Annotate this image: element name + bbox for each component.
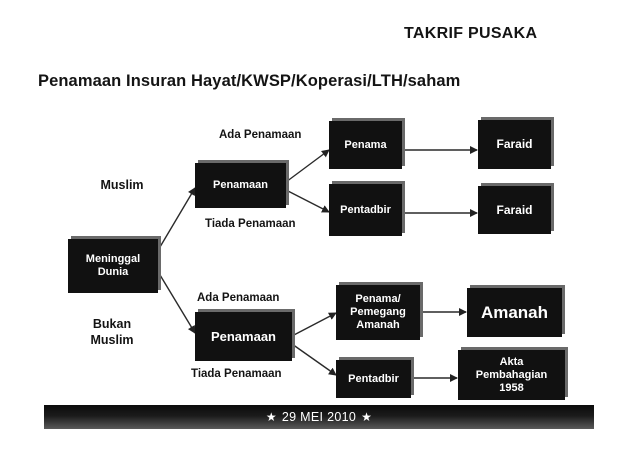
page-title: TAKRIF PUSAKA bbox=[404, 25, 538, 42]
footer-bar bbox=[44, 405, 594, 429]
label-muslim: Muslim bbox=[100, 178, 144, 192]
label-ada-penamaan-nonmuslim: Ada Penamaan bbox=[197, 292, 280, 304]
node-penama-pemegang-amanah: Penama/ Pemegang Amanah bbox=[336, 285, 420, 340]
node-muslim-penama: Penama bbox=[329, 121, 402, 169]
node-faraid-1: Faraid bbox=[478, 120, 551, 169]
node-muslim-penamaan: Penamaan bbox=[195, 163, 286, 208]
label-ada-penamaan-muslim: Ada Penamaan bbox=[219, 129, 302, 141]
label-tiada-penamaan-muslim: Tiada Penamaan bbox=[205, 218, 296, 230]
connector-meninggal-to-nonmuslim-penamaan bbox=[157, 270, 195, 333]
page-subtitle: Penamaan Insuran Hayat/KWSP/Koperasi/LTH/saham bbox=[38, 72, 461, 90]
node-faraid-2: Faraid bbox=[478, 186, 551, 234]
connector-penamaan-to-penama bbox=[286, 150, 329, 182]
connector-nonmuslim-penamaan-to-pentadbir bbox=[292, 344, 336, 375]
node-akta-pembahagian: Akta Pembahagian 1958 bbox=[458, 350, 565, 400]
connector-meninggal-to-muslim-penamaan bbox=[157, 188, 195, 252]
node-nonmuslim-pentadbir: Pentadbir bbox=[336, 360, 411, 398]
node-meninggal-dunia: Meninggal Dunia bbox=[68, 239, 158, 293]
footer-date: 29 MEI 2010 bbox=[281, 410, 357, 424]
connector-nonmuslim-penamaan-to-penama bbox=[292, 313, 336, 336]
star-right-icon: ★ bbox=[361, 410, 373, 424]
star-left-icon: ★ bbox=[265, 410, 277, 424]
connector-penamaan-to-pentadbir bbox=[286, 190, 329, 212]
node-amanah: Amanah bbox=[467, 288, 562, 337]
label-bukan-muslim: Bukan Muslim bbox=[90, 317, 134, 347]
node-muslim-pentadbir: Pentadbir bbox=[329, 184, 402, 236]
node-nonmuslim-penamaan: Penamaan bbox=[195, 312, 292, 361]
label-tiada-penamaan-nonmuslim: Tiada Penamaan bbox=[191, 368, 282, 380]
